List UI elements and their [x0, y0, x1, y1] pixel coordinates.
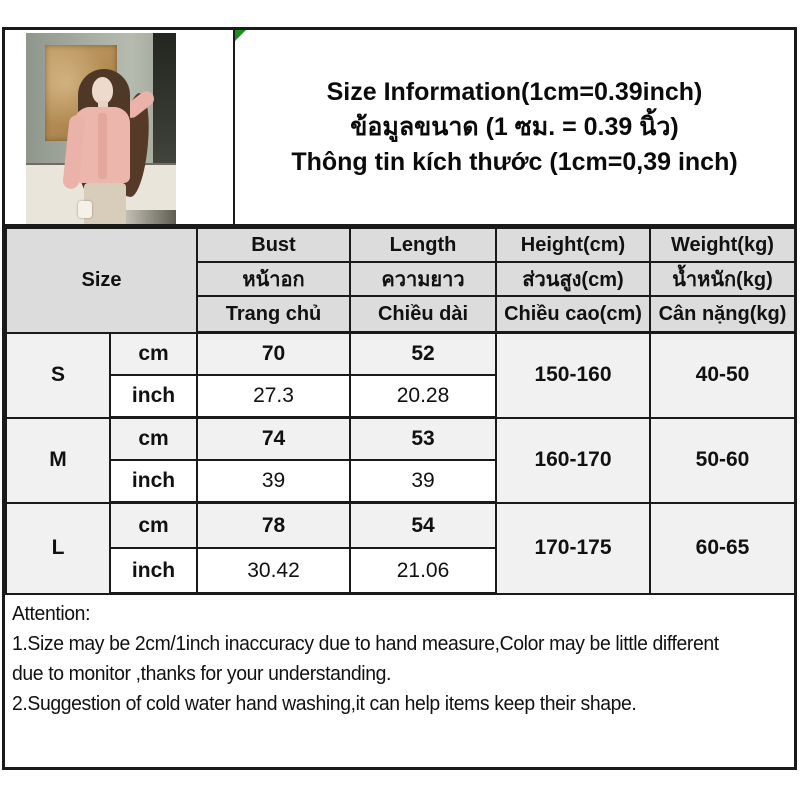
unit-inch-l: inch — [110, 548, 197, 594]
table-row-l-cm — [6, 503, 795, 549]
title-block — [235, 30, 794, 224]
l-length-cm: 54 — [350, 503, 496, 549]
size-s-cell: S — [6, 333, 110, 418]
s-weight-range: 40-50 — [650, 333, 795, 418]
size-table — [5, 227, 796, 595]
header-bust-vi: Trang chủ — [197, 296, 350, 333]
size-header-cell: Size — [6, 228, 197, 333]
header-weight-vi: Cân nặng(kg) — [650, 296, 795, 333]
attention-note-2: 2.Suggestion of cold water hand washing,it can help items keep their shape. — [12, 693, 637, 715]
title-vietnamese: Thông tin kích thước (1cm=0,39 inch) — [291, 147, 738, 176]
table-row-s-cm — [6, 333, 795, 376]
size-l-cell: L — [6, 503, 110, 594]
unit-cm-l: cm — [110, 503, 197, 549]
s-height-range: 150-160 — [496, 333, 650, 418]
m-weight-range: 50-60 — [650, 418, 795, 503]
s-bust-cm: 70 — [197, 333, 350, 376]
attention-heading: Attention: — [12, 603, 91, 625]
product-photo-cell — [5, 30, 235, 224]
product-photo — [26, 33, 176, 224]
s-length-inch: 20.28 — [350, 375, 496, 418]
l-weight-range: 60-65 — [650, 503, 795, 594]
unit-cm-m: cm — [110, 418, 197, 461]
l-length-inch: 21.06 — [350, 548, 496, 594]
size-chart-sheet — [2, 27, 797, 770]
header-height-en: Height(cm) — [496, 228, 650, 262]
l-bust-inch: 30.42 — [197, 548, 350, 594]
header-length-th: ความยาว — [350, 262, 496, 296]
m-height-range: 160-170 — [496, 418, 650, 503]
model-face — [92, 77, 113, 104]
green-corner-marker-icon — [235, 30, 246, 41]
m-bust-inch: 39 — [197, 460, 350, 503]
handbag — [78, 201, 92, 218]
m-bust-cm: 74 — [197, 418, 350, 461]
attention-note-1a: 1.Size may be 2cm/1inch inaccuracy due to hand measure,Color may be little different — [12, 633, 719, 655]
size-m-cell: M — [6, 418, 110, 503]
header-weight-en: Weight(kg) — [650, 228, 795, 262]
attention-block — [5, 595, 794, 723]
header-length-en: Length — [350, 228, 496, 262]
header-weight-th: น้ำหนัก(kg) — [650, 262, 795, 296]
s-bust-inch: 27.3 — [197, 375, 350, 418]
header-row — [5, 30, 794, 227]
m-length-cm: 53 — [350, 418, 496, 461]
header-bust-en: Bust — [197, 228, 350, 262]
title-english: Size Information(1cm=0.39inch) — [326, 77, 703, 106]
attention-note-1b: due to monitor ,thanks for your understanding. — [12, 663, 392, 685]
unit-inch-s: inch — [110, 375, 197, 418]
header-bust-th: หน้าอก — [197, 262, 350, 296]
unit-cm-s: cm — [110, 333, 197, 376]
header-height-vi: Chiều cao(cm) — [496, 296, 650, 333]
table-row-m-cm — [6, 418, 795, 461]
header-height-th: ส่วนสูง(cm) — [496, 262, 650, 296]
column-header-row-en — [6, 228, 795, 262]
m-length-inch: 39 — [350, 460, 496, 503]
l-bust-cm: 78 — [197, 503, 350, 549]
header-length-vi: Chiều dài — [350, 296, 496, 333]
s-length-cm: 52 — [350, 333, 496, 376]
blouse-tie — [98, 113, 107, 179]
unit-inch-m: inch — [110, 460, 197, 503]
title-thai: ข้อมูลขนาด (1 ซม. = 0.39 นิ้ว) — [350, 112, 679, 141]
l-height-range: 170-175 — [496, 503, 650, 594]
